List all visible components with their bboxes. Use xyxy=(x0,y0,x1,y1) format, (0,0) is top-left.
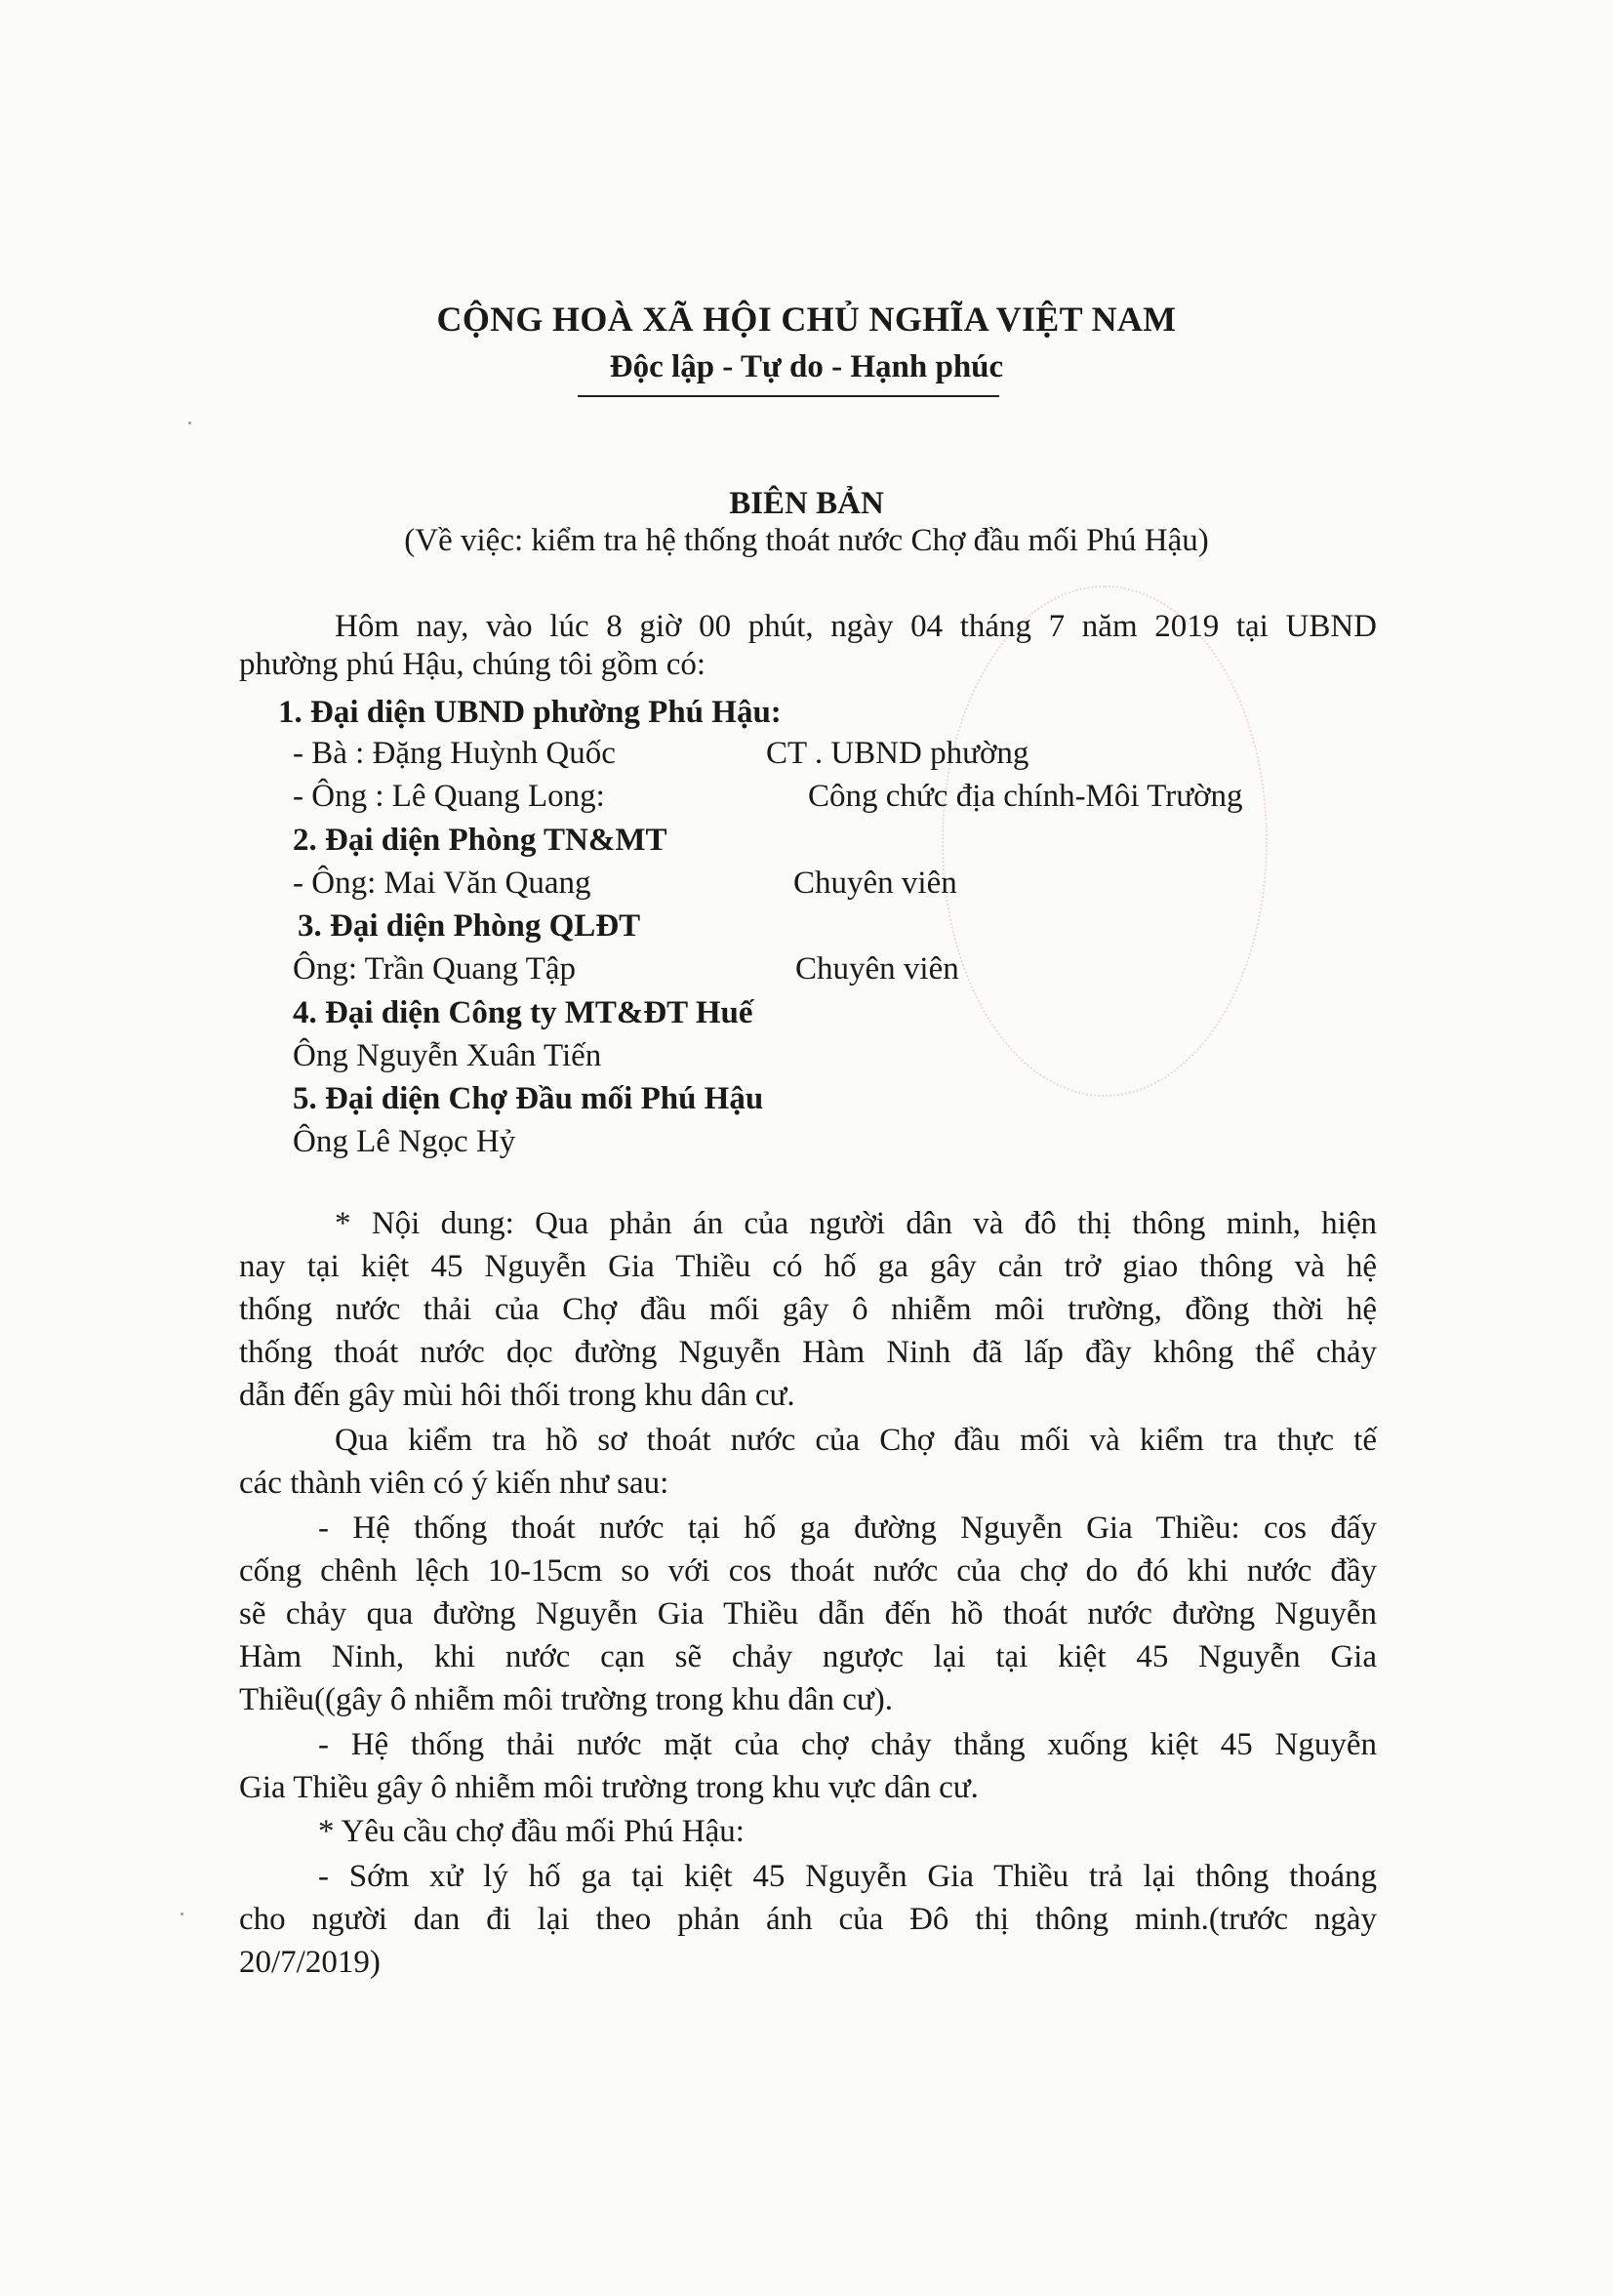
section-heading: 1. Đại diện UBND phường Phú Hậu: xyxy=(278,695,782,730)
intro-line: phường phú Hậu, chúng tôi gồm có: xyxy=(239,647,706,682)
participant-role: CT . UBND phường xyxy=(766,736,1029,771)
content-line: Thiều((gây ô nhiễm môi trường trong khu dân cư). xyxy=(239,1682,893,1717)
document-subject: (Về việc: kiểm tra hệ thống thoát nước Chợ đầu mối Phú Hậu) xyxy=(404,523,1209,558)
participant-name: - Ông : Lê Quang Long: xyxy=(293,779,605,814)
document-title: BIÊN BẢN xyxy=(729,486,884,521)
content-line: * Yêu cầu chợ đầu mối Phú Hậu: xyxy=(318,1814,745,1849)
motto: Độc lập - Tự do - Hạnh phúc xyxy=(609,349,1004,384)
content-line: - Sớm xử lý hố ga tại kiệt 45 Nguyễn Gia Thiều trả lại thông thoáng xyxy=(318,1859,1377,1894)
motto-underline xyxy=(578,395,999,397)
content-line: thống thoát nước dọc đường Nguyễn Hàm Ninh đã lấp đầy không thể chảy xyxy=(239,1335,1377,1370)
content-line: Gia Thiều gây ô nhiễm môi trường trong khu vực dân cư. xyxy=(239,1770,979,1805)
content-line: Hàm Ninh, khi nước cạn sẽ chảy ngược lại tại kiệt 45 Nguyễn Gia xyxy=(239,1639,1377,1674)
participant-name: - Ông: Mai Văn Quang xyxy=(293,866,591,901)
content-line: dẫn đến gây mùi hôi thối trong khu dân cư. xyxy=(239,1378,795,1413)
content-line: sẽ chảy qua đường Nguyễn Gia Thiều dẫn đến hồ thoát nước đường Nguyễn xyxy=(239,1596,1377,1631)
content-line: Qua kiểm tra hồ sơ thoát nước của Chợ đầu mối và kiểm tra thực tế xyxy=(335,1423,1377,1458)
participant-name: Ông: Trần Quang Tập xyxy=(293,951,576,987)
section-heading: 5. Đại diện Chợ Đầu mối Phú Hậu xyxy=(293,1081,764,1116)
scan-speck xyxy=(181,1913,183,1915)
content-line: - Hệ thống thải nước mặt của chợ chảy thẳng xuống kiệt 45 Nguyễn xyxy=(318,1727,1377,1762)
content-line: * Nội dung: Qua phản án của người dân và đô thị thông minh, hiện xyxy=(335,1206,1377,1241)
participant-role: Công chức địa chính-Môi Trường xyxy=(808,779,1243,814)
section-heading: 3. Đại diện Phòng QLĐT xyxy=(298,908,641,944)
republic-heading: CỘNG HOÀ XÃ HỘI CHỦ NGHĨA VIỆT NAM xyxy=(436,300,1177,339)
participant-name: Ông Nguyễn Xuân Tiến xyxy=(293,1038,602,1073)
scan-speck xyxy=(188,422,191,424)
content-line: các thành viên có ý kiến như sau: xyxy=(239,1466,669,1501)
participant-name: - Bà : Đặng Huỳnh Quốc xyxy=(293,736,616,771)
participant-name: Ông Lê Ngọc Hỷ xyxy=(293,1124,516,1159)
participant-role: Chuyên viên xyxy=(793,866,957,901)
content-line: thống nước thải của Chợ đầu mối gây ô nhiễm môi trường, đồng thời hệ xyxy=(239,1292,1377,1327)
section-heading: 4. Đại diện Công ty MT&ĐT Huế xyxy=(293,995,753,1030)
content-line: 20/7/2019) xyxy=(239,1945,381,1980)
intro-line: Hôm nay, vào lúc 8 giờ 00 phút, ngày 04 tháng 7 năm 2019 tại UBND xyxy=(335,609,1377,644)
content-line: - Hệ thống thoát nước tại hố ga đường Nguyễn Gia Thiều: cos đấy xyxy=(318,1511,1377,1546)
faint-stamp-mark xyxy=(942,585,1268,1097)
content-line: cống chênh lệch 10-15cm so với cos thoát nước của chợ do đó khi nước đầy xyxy=(239,1553,1377,1589)
content-line: cho người dan đi lại theo phản ánh của Đô thị thông minh.(trước ngày xyxy=(239,1902,1377,1937)
section-heading: 2. Đại diện Phòng TN&MT xyxy=(293,823,667,858)
participant-role: Chuyên viên xyxy=(795,951,959,987)
content-line: nay tại kiệt 45 Nguyễn Gia Thiều có hố ga gây cản trở giao thông và hệ xyxy=(239,1249,1377,1284)
